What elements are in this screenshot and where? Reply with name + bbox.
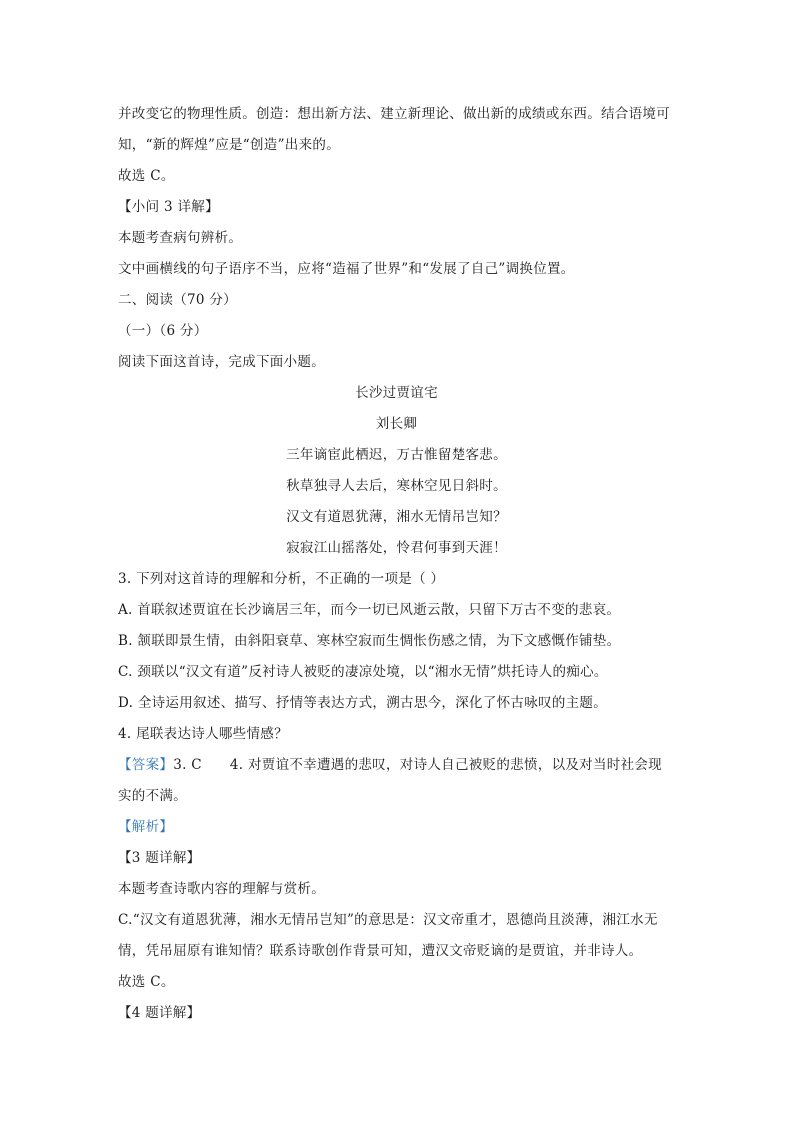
poem-author: 刘长卿 (375, 416, 418, 432)
poem-verse: 三年谪宦此栖迟，万古惟留楚客悲。 (286, 447, 507, 463)
paragraph-line: 故选 C。 (118, 168, 175, 184)
section-heading: 二、阅读（70 分） (118, 292, 237, 308)
poem-verse: 寂寂江山摇落处，怜君何事到天涯！ (286, 540, 507, 556)
q3-analysis-heading: 【3 题详解】 (118, 850, 201, 866)
poem-verse: 秋草独寻人去后，寒林空见日斜时。 (286, 478, 507, 494)
analysis-line: C.“汉文有道恩犹薄，湘水无情吊岂知”的意思是：汉文帝重才，恩德尚且淡薄，湘江水无 (118, 912, 658, 928)
answer-3: 3. C (173, 757, 202, 773)
answer-label: 【答案】 (118, 757, 174, 773)
paragraph-line: 本题考查病句辨析。 (118, 230, 243, 246)
subsection-heading: （一）（6 分） (118, 323, 208, 339)
analysis-label: 【解析】 (118, 819, 174, 835)
option-b: B. 颔联即景生情，由斜阳衰草、寒林空寂而生惆怅伤感之情，为下文感慨作铺垫。 (118, 633, 621, 649)
paragraph-line: 并改变它的物理性质。创造：想出新方法、建立新理论、做出新的成绩或东西。结合语境可 (118, 106, 670, 122)
q4-analysis-heading: 【4 题详解】 (118, 1005, 201, 1021)
answer-4: 4. 对贾谊不幸遭遇的悲叹，对诗人自己被贬的悲愤，以及对当时社会现 (229, 757, 662, 773)
analysis-line: 情，凭吊屈原有谁知情？联系诗歌创作背景可知，遭汉文帝贬谪的是贾谊，并非诗人。 (118, 943, 643, 959)
option-c: C. 颈联以“汉文有道”反衬诗人被贬的凄凉处境，以“湘水无情”烘托诗人的痴心。 (118, 664, 608, 680)
question-4-stem: 4. 尾联表达诗人哪些情感？ (118, 726, 288, 742)
poem-title: 长沙过贾谊宅 (355, 385, 438, 401)
option-d: D. 全诗运用叙述、描写、抒情等表达方式，溯古思今，深化了怀古咏叹的主题。 (118, 695, 608, 711)
sub-question-heading: 【小问 3 详解】 (118, 199, 219, 215)
question-3-stem: 3. 下列对这首诗的理解和分析，不正确的一项是（ ） (118, 571, 445, 587)
answer-line-continued: 实的不满。 (118, 788, 187, 804)
poem-verse: 汉文有道恩犹薄，湘水无情吊岂知？ (286, 509, 507, 525)
option-a: A. 首联叙述贾谊在长沙谪居三年，而今一切已风逝云散，只留下万古不变的悲哀。 (118, 602, 621, 618)
answer-line (118, 755, 662, 775)
instruction-line: 阅读下面这首诗，完成下面小题。 (118, 354, 325, 370)
paragraph-line: 知，“新的辉煌”应是“创造”出来的。 (118, 137, 341, 153)
analysis-line: 故选 C。 (118, 974, 175, 990)
analysis-line: 本题考查诗歌内容的理解与赏析。 (118, 881, 325, 897)
paragraph-line: 文中画横线的句子语序不当，应将“造福了世界”和“发展了自己”调换位置。 (118, 261, 575, 277)
